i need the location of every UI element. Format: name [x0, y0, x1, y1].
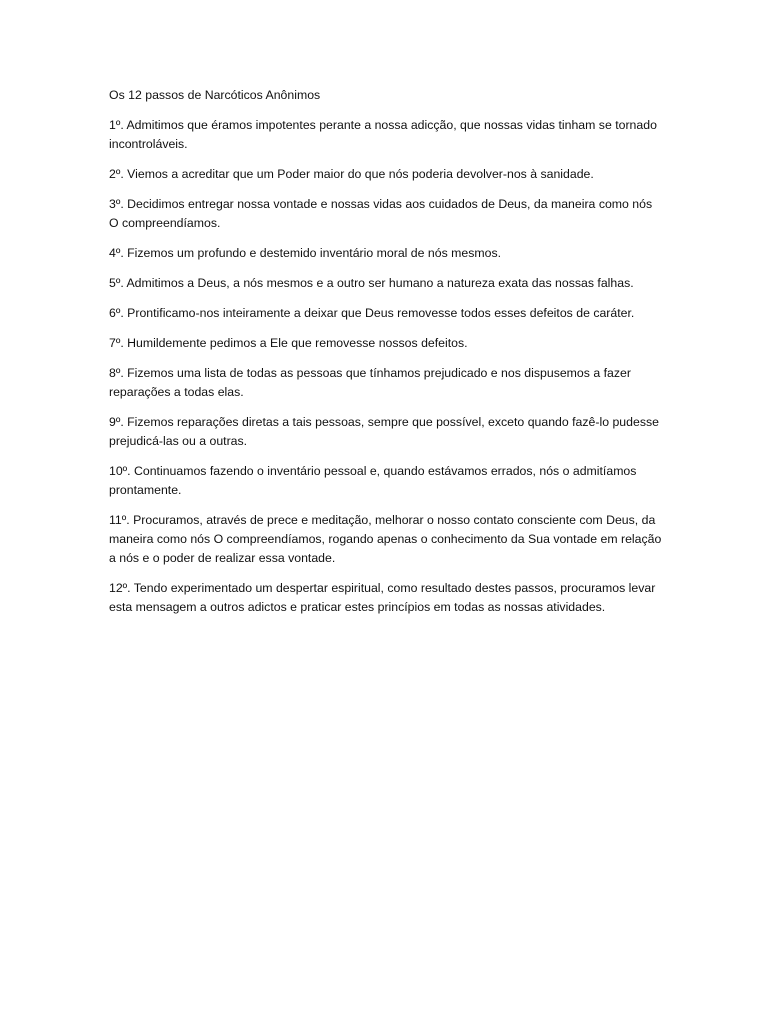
step-7: 7º. Humildemente pedimos a Ele que removesse nossos defeitos.: [109, 336, 468, 350]
step-5: 5º. Admitimos a Deus, a nós mesmos e a outro ser humano a natureza exata das nossas falhas.: [109, 276, 634, 290]
document-body: [109, 86, 664, 628]
step-6: 6º. Prontificamo-nos inteiramente a deixar que Deus removesse todos esses defeitos de caráter.: [109, 306, 635, 320]
step-4: 4º. Fizemos um profundo e destemido inventário moral de nós mesmos.: [109, 246, 502, 260]
step-10: 10º. Continuamos fazendo o inventário pessoal e, quando estávamos errados, nós o admitíamos prontamente.: [109, 464, 637, 497]
document-title: Os 12 passos de Narcóticos Anônimos: [109, 88, 321, 102]
step-8: 8º. Fizemos uma lista de todas as pessoas que tínhamos prejudicado e nos dispusemos a fazer reparações a todas elas.: [109, 366, 631, 399]
step-12: 12º. Tendo experimentado um despertar espiritual, como resultado destes passos, procuramos levar esta mensagem a outros adictos e praticar estes princípios em todas as nossas atividades.: [109, 581, 656, 614]
step-1: 1º. Admitimos que éramos impotentes perante a nossa adicção, que nossas vidas tinham se tornado incontroláveis.: [109, 118, 657, 151]
step-3: 3º. Decidimos entregar nossa vontade e nossas vidas aos cuidados de Deus, da maneira como nós O compreendíamos.: [109, 197, 653, 230]
step-9: 9º. Fizemos reparações diretas a tais pessoas, sempre que possível, exceto quando fazê-lo pudesse prejudicá-las ou a outras.: [109, 415, 659, 448]
step-2: 2º. Viemos a acreditar que um Poder maior do que nós poderia devolver-nos à sanidade.: [109, 167, 594, 181]
step-11: 11º. Procuramos, através de prece e meditação, melhorar o nosso contato consciente com Deus, da maneira como nós O compreendíamos, rogando apenas o conhecimento da Sua vontade em relação a nós e o poder de realizar essa vontade.: [109, 513, 662, 565]
